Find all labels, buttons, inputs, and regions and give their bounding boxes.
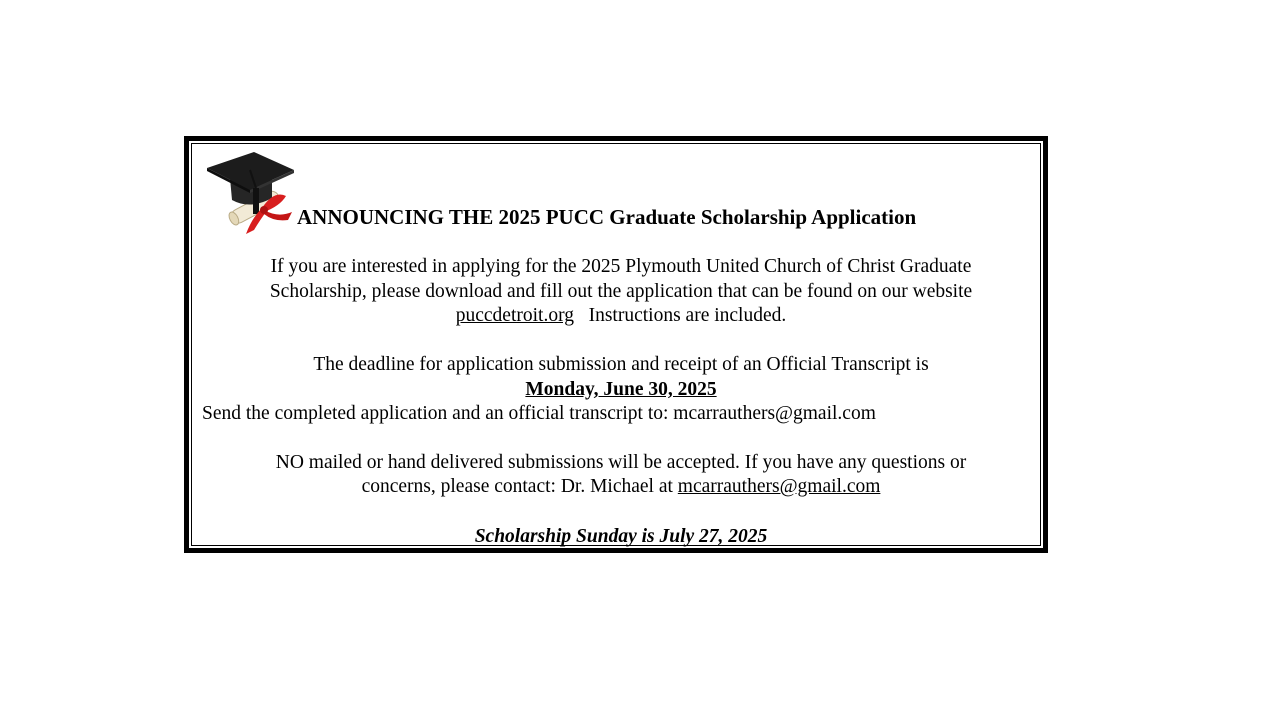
deadline-date-line xyxy=(189,378,1053,402)
policy-line-2-prefix: concerns, please contact: Dr. Michael at xyxy=(361,476,673,497)
announcement-frame xyxy=(184,136,1048,553)
send-line: Send the completed application and an official transcript to: mcarrauthers@gmail.com xyxy=(202,403,876,424)
policy-line-2 xyxy=(189,475,1053,499)
graduation-cap-diploma-icon xyxy=(202,148,297,240)
deadline-date: Monday, June 30, 2025 xyxy=(525,379,717,400)
intro-line-2: Scholarship, please download and fill out the application that can be found on our website xyxy=(269,281,973,302)
contact-email-link[interactable]: mcarrauthers@gmail.com xyxy=(677,476,881,497)
scholarship-sunday xyxy=(189,525,1053,549)
scholarship-sunday-text: Scholarship Sunday is July 27, 2025 xyxy=(474,526,768,547)
website-line xyxy=(189,304,1053,328)
website-link[interactable]: puccdetroit.org xyxy=(455,305,574,326)
policy-line-1: NO mailed or hand delivered submissions will be accepted. If you have any questions or xyxy=(275,452,967,473)
headline: ANNOUNCING THE 2025 PUCC Graduate Scholarship Application xyxy=(297,205,917,229)
instructions-note: Instructions are included. xyxy=(588,305,787,326)
intro-line-1: If you are interested in applying for the 2025 Plymouth United Church of Christ Graduate xyxy=(270,256,972,277)
deadline-line: The deadline for application submission and receipt of an Official Transcript is xyxy=(313,354,929,375)
